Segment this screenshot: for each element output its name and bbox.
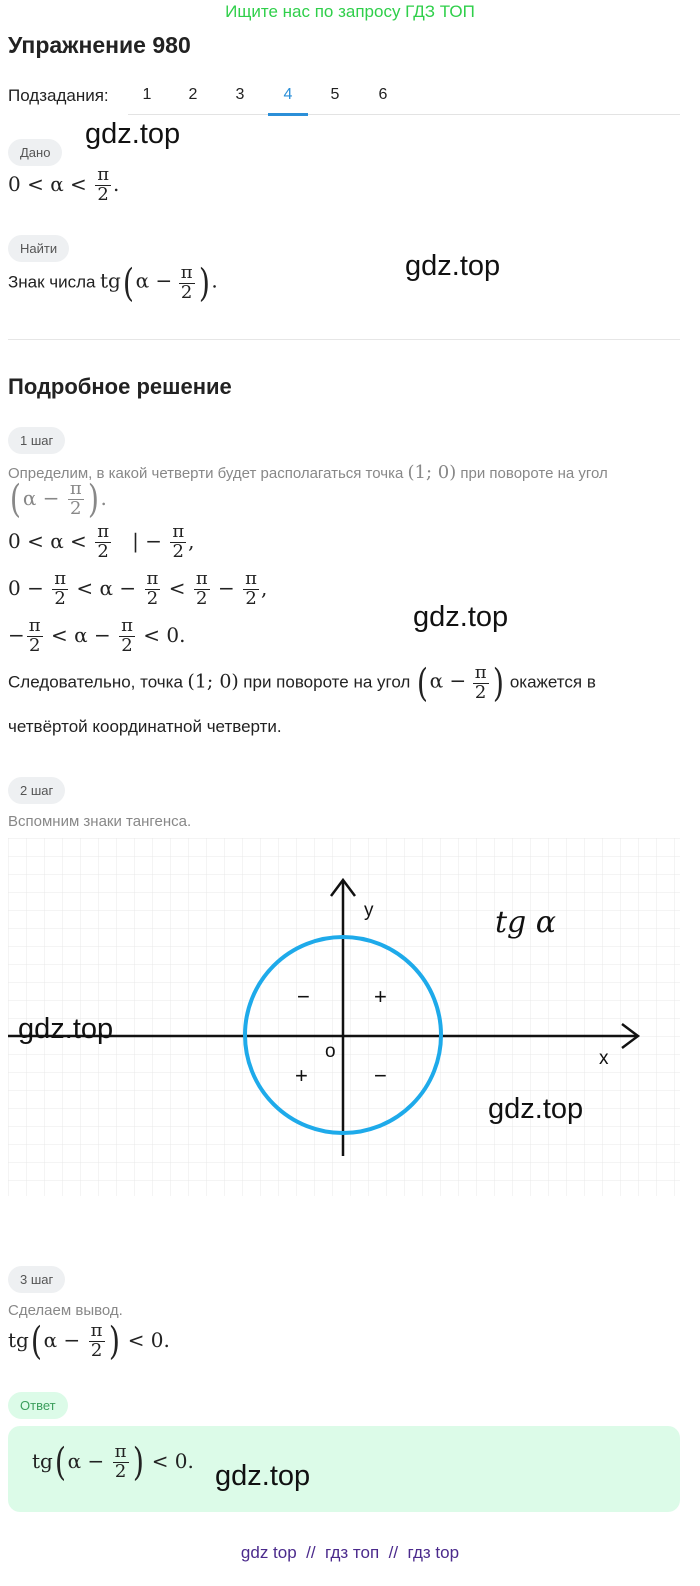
step1-intro: Определим, в какой четверти будет располагаться точка (1; 0) при повороте на угол xyxy=(8,462,608,483)
diagram-caption: tg α xyxy=(495,905,557,940)
tab-subtask-4[interactable]: 4 xyxy=(283,86,293,103)
find-statement: Знак числа tg(α − $\frac{\pi}{2}$ ). xyxy=(8,261,218,306)
step3-badge: 3 шаг xyxy=(8,1266,65,1293)
section-divider xyxy=(8,339,680,340)
find-badge: Найти xyxy=(8,235,69,262)
quadrant-4-sign: − xyxy=(374,1063,387,1088)
step2-intro: Вспомним знаки тангенса. xyxy=(8,813,192,830)
watermark: gdz.top xyxy=(18,1013,114,1045)
y-axis-label: y xyxy=(364,900,374,921)
step1-conclusion: Следовательно, точка (1; 0) при повороте на угол (α − $\frac{\pi}{2}$ ) окажется в xyxy=(8,661,596,706)
quadrant-3-sign: + xyxy=(295,1063,308,1088)
answer-badge: Ответ xyxy=(8,1392,68,1419)
watermark: gdz.top xyxy=(413,601,509,633)
promo-banner[interactable]: Ищите нас по запросу ГДЗ ТОП xyxy=(225,2,475,21)
step1-line2: 0 − $\frac{\pi}{2}$ < α − $\frac{\pi}{2}$ < $\frac{\pi}{2}$ − $\frac{\pi}{2}$ , xyxy=(8,568,268,609)
quadrant-2-sign: − xyxy=(297,984,310,1009)
footer-links xyxy=(0,1543,700,1563)
active-tab-indicator xyxy=(268,113,308,116)
footer-link-gdz-top[interactable]: gdz top xyxy=(240,1543,297,1562)
step1-line3: − $\frac{\pi}{2}$ < α − $\frac{\pi}{2}$ < 0. xyxy=(8,615,186,656)
given-badge: Дано xyxy=(8,139,62,166)
watermark: gdz.top xyxy=(85,118,181,150)
footer-link-gdz-top-mixed[interactable]: гдз top xyxy=(407,1543,460,1562)
step3-intro: Сделаем вывод. xyxy=(8,1302,123,1319)
footer-separator: // xyxy=(306,1543,316,1562)
step2-badge: 2 шаг xyxy=(8,777,65,804)
step1-line1: 0 < α < $\frac{\pi}{2}$ | − $\frac{\pi}{2}$ , xyxy=(8,521,195,562)
subtasks-label: Подзадания: xyxy=(8,86,109,105)
page-title: Упражнение 980 xyxy=(8,32,191,58)
tab-subtask-5[interactable]: 5 xyxy=(330,86,340,103)
answer-formula: tg(α − $\frac{\pi}{2}$ ) < 0. xyxy=(32,1440,194,1485)
tab-subtask-2[interactable]: 2 xyxy=(188,86,198,103)
tab-subtask-1[interactable]: 1 xyxy=(142,86,152,103)
tab-subtask-3[interactable]: 3 xyxy=(235,86,245,103)
step1-conclusion-line2: четвёртой координатной четверти. xyxy=(8,717,282,736)
x-axis-label: x xyxy=(599,1048,609,1069)
step3-formula: tg(α − $\frac{\pi}{2}$ ) < 0. xyxy=(8,1319,170,1364)
quadrant-1-sign: + xyxy=(374,984,387,1009)
watermark: gdz.top xyxy=(488,1093,584,1125)
footer-link-gdz-top-ru[interactable]: гдз топ xyxy=(325,1543,380,1562)
tab-subtask-6[interactable]: 6 xyxy=(378,86,388,103)
footer-separator: // xyxy=(388,1543,399,1562)
given-formula: 0 < α < $\frac{\pi}{2}$ . xyxy=(8,164,120,205)
watermark: gdz.top xyxy=(405,250,501,282)
tabs-divider xyxy=(128,114,680,115)
step1-badge: 1 шаг xyxy=(8,427,65,454)
watermark: gdz.top xyxy=(215,1460,311,1492)
origin-label: o xyxy=(325,1041,336,1062)
solution-heading: Подробное решение xyxy=(8,374,232,399)
step1-angle: (α − $\frac{\pi}{2}$ ). xyxy=(9,477,107,522)
